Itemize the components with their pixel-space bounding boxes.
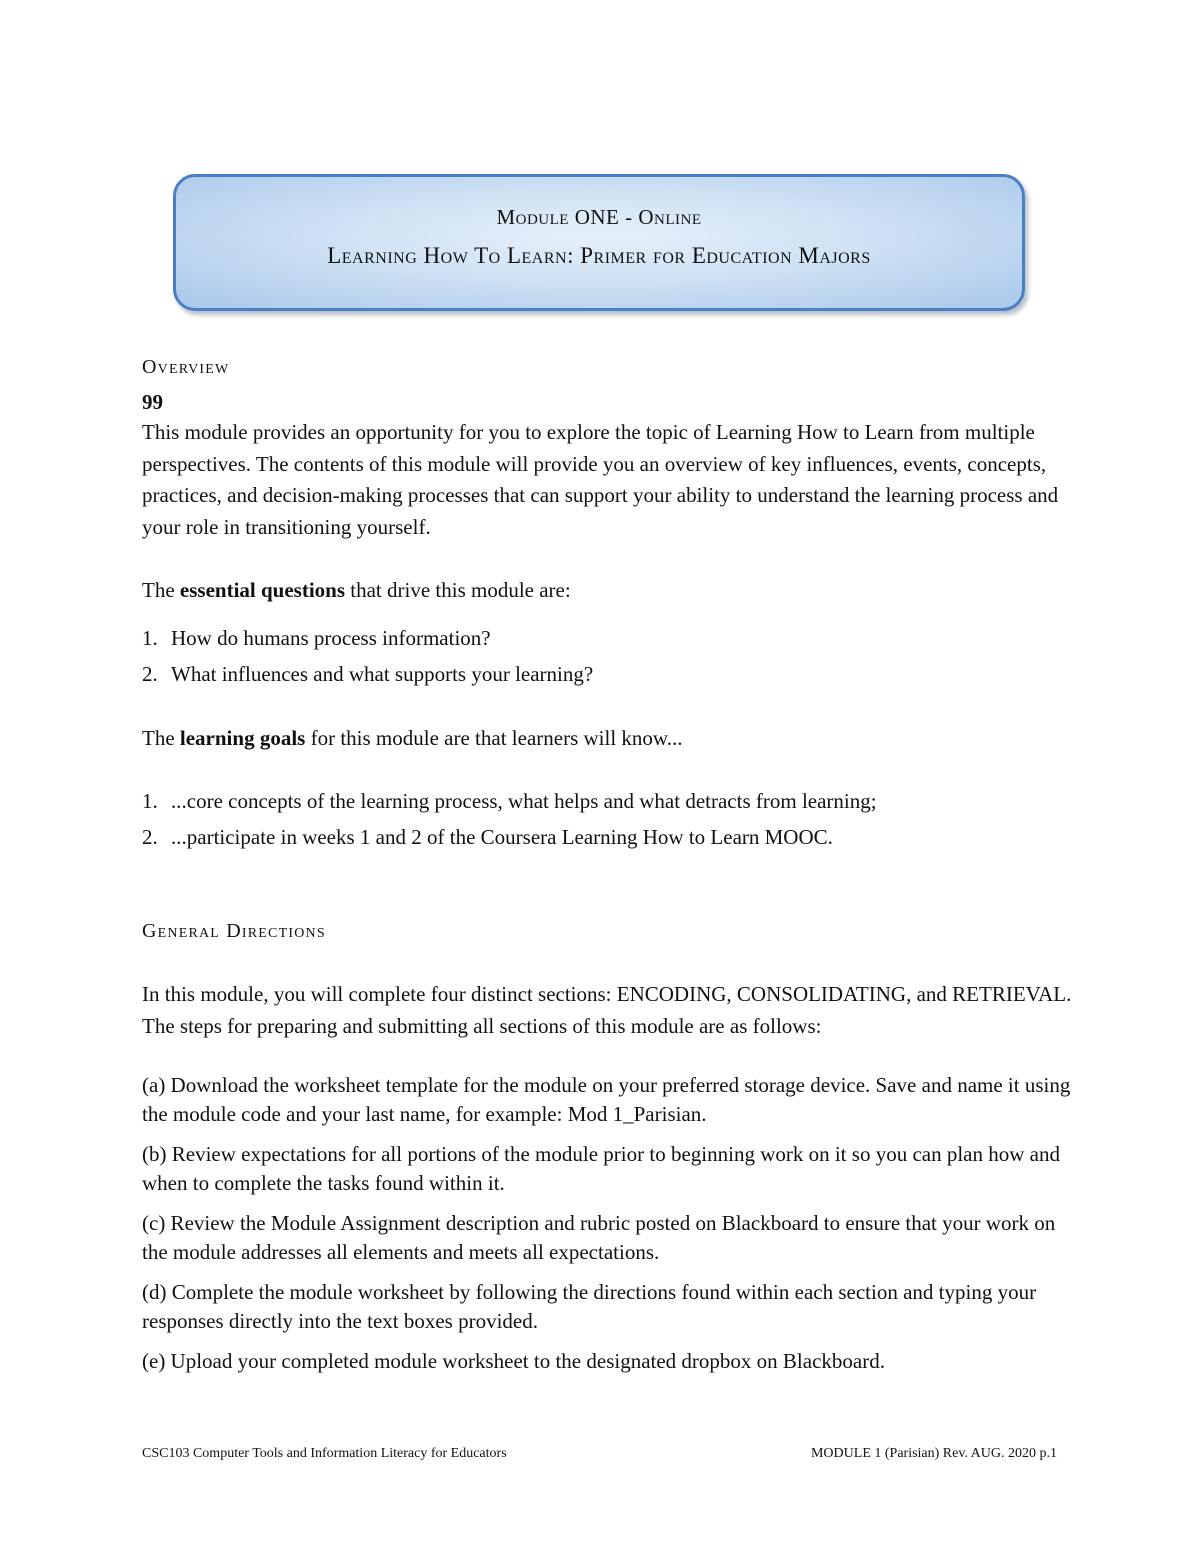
general-directions-heading: General Directions <box>142 920 326 942</box>
essential-item-2: What influences and what supports your learning? <box>171 662 594 686</box>
footer-course-title: CSC103 Computer Tools and Information Literacy for Educators <box>142 1446 507 1461</box>
goal-item-1: ...core concepts of the learning process, what helps and what detracts from learning; <box>171 789 877 813</box>
essential-item-2-number: 2. <box>142 662 158 686</box>
goal-item-2-number: 2. <box>142 825 158 849</box>
direction-step-b: (b) Review expectations for all portions of the module prior to beginning work on it so you can plan how and when to complete the tasks found within it. <box>142 1142 1060 1195</box>
overview-paragraph: This module provides an opportunity for you to explore the topic of Learning How to Learn from multiple perspectives. The contents of this module will provide you an overview of key influences, events, concepts, practices, and decision-making processes that can support your ability to understand the learning process and your role in transitioning yourself. <box>142 420 1059 539</box>
essential-item-1: How do humans process information? <box>171 626 491 650</box>
module-title-box <box>173 174 1025 311</box>
module-subtitle: Learning How To Learn: Primer for Education Majors <box>327 243 871 268</box>
direction-step-a: (a) Download the worksheet template for the module on your preferred storage device. Save and name it using the module code and your last name, for example: Mod 1_Parisian. <box>142 1073 1071 1126</box>
overview-number: 99 <box>142 390 163 414</box>
essential-item-1-number: 1. <box>142 626 158 650</box>
goal-item-1-number: 1. <box>142 789 158 813</box>
learning-goals-intro: The learning goals for this module are that learners will know... <box>142 726 683 750</box>
direction-step-e: (e) Upload your completed module worksheet to the designated dropbox on Blackboard. <box>142 1349 885 1373</box>
direction-step-c: (c) Review the Module Assignment description and rubric posted on Blackboard to ensure that your work on the module addresses all elements and meets all expectations. <box>142 1211 1056 1264</box>
overview-heading: Overview <box>142 356 230 378</box>
direction-step-d: (d) Complete the module worksheet by following the directions found within each section and typing your responses directly into the text boxes provided. <box>142 1280 1037 1333</box>
learning-goals-bold: learning goals <box>179 726 306 750</box>
footer-page-info: MODULE 1 (Parisian) Rev. AUG. 2020 p.1 <box>810 1446 1057 1461</box>
module-title: Module ONE - Online <box>496 205 702 229</box>
essential-questions-bold: essential questions <box>179 578 346 602</box>
essential-questions-intro: The essential questions that drive this module are: <box>142 578 571 602</box>
directions-intro: In this module, you will complete four distinct sections: ENCODING, CONSOLIDATING, and RETRIEVAL. The steps for preparing and submitting all sections of this module are as follows: <box>142 982 1072 1038</box>
goal-item-2: ...participate in weeks 1 and 2 of the Coursera Learning How to Learn MOOC. <box>171 825 833 849</box>
